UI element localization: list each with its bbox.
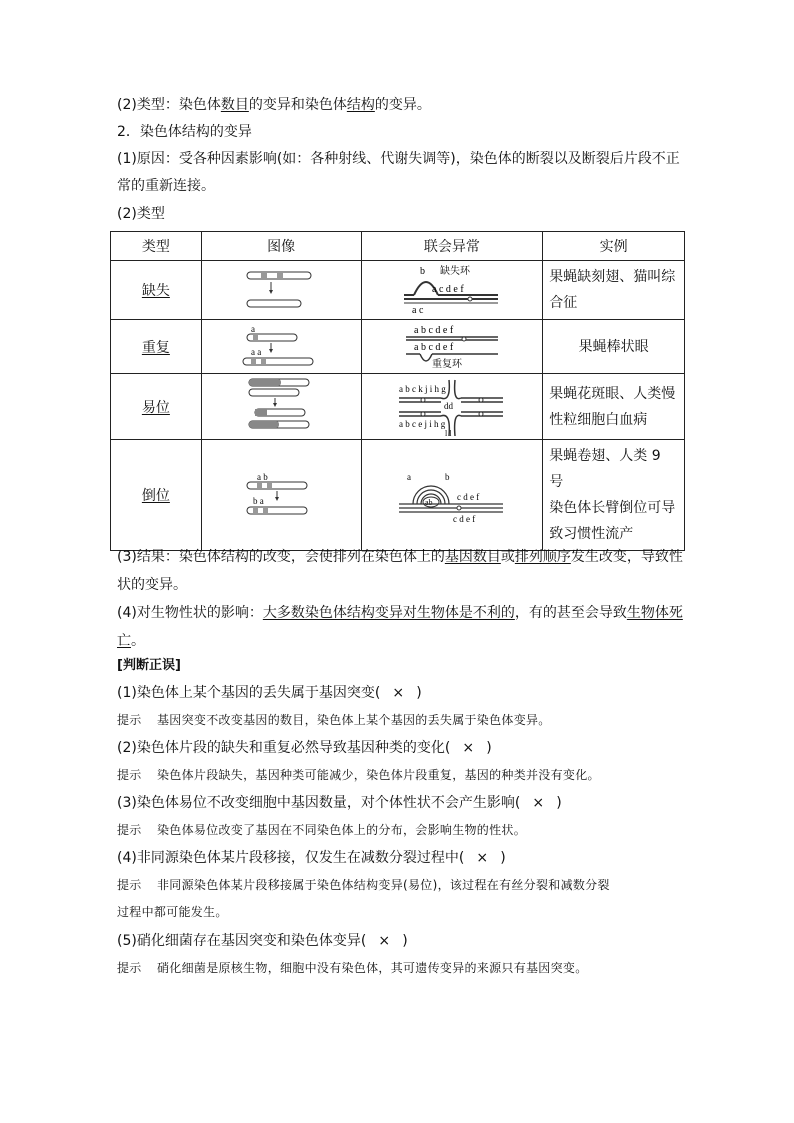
deletion-chromosome-diagram bbox=[241, 268, 321, 312]
cross-mark: × bbox=[378, 933, 391, 949]
type-duplication: 重复 bbox=[141, 339, 170, 356]
example-line: 染色体长臂倒位可导 bbox=[549, 500, 676, 516]
example-line: 致习惯性流产 bbox=[549, 526, 634, 542]
duplication-aa-label: a a bbox=[251, 346, 262, 357]
answer-structure: 结构 bbox=[346, 97, 375, 113]
hint-4 bbox=[117, 877, 610, 893]
header-image: 图像 bbox=[201, 232, 361, 261]
cross-mark: × bbox=[532, 795, 545, 811]
inversion-chromosome-image bbox=[201, 440, 361, 551]
example-line: 果蝇花斑眼、人类慢 bbox=[549, 385, 676, 402]
text: (3)结果：染色体结构的改变，会使排列在染色体上的 bbox=[117, 549, 445, 565]
question-text: (5)硝化细菌存在基因突变和染色体变异( bbox=[117, 933, 367, 949]
translocation-row1-label: a b c k j i h g bbox=[398, 383, 446, 394]
deletion-row1-label: a c d e f bbox=[431, 284, 464, 295]
result-line-1 bbox=[117, 548, 683, 566]
cross-mark: × bbox=[462, 740, 475, 756]
type-inversion: 倒位 bbox=[141, 488, 170, 504]
question-text: (3)染色体易位不改变细胞中基因数量，对个体性状不会产生影响( bbox=[117, 795, 521, 811]
table-header-row bbox=[111, 232, 685, 261]
section-heading: 2．染色体结构的变异 bbox=[117, 124, 252, 140]
example-inversion bbox=[543, 440, 685, 551]
types-line bbox=[117, 96, 431, 114]
text: 发生改变，导致性 bbox=[570, 549, 683, 565]
judge-title: [判断正误] bbox=[117, 658, 181, 673]
text: 的变异和染色体 bbox=[248, 97, 347, 113]
cause-line-2: 常的重新连接。 bbox=[117, 178, 215, 194]
inversion-synapsis-diagram bbox=[397, 466, 507, 524]
inversion-synapsis-image bbox=[361, 440, 543, 551]
question-text: (2)染色体片段的缺失和重复必然导致基因种类的变化( bbox=[117, 740, 451, 756]
translocation-synapsis-diagram bbox=[397, 376, 507, 438]
hint-4-line-2: 过程中都可能发生。 bbox=[117, 905, 228, 919]
hint-label: 提示 bbox=[117, 961, 142, 975]
inversion-ab-label: a b bbox=[257, 472, 268, 482]
deletion-row2-label: a c bbox=[411, 305, 424, 315]
question-1: (1)染色体上某个基因的丢失属于基因突变( × ) bbox=[117, 685, 422, 701]
text: (4)对生物性状的影响： bbox=[117, 605, 263, 621]
inversion-a-label: a bbox=[406, 472, 411, 482]
table-row bbox=[111, 374, 685, 440]
variation-table bbox=[110, 231, 685, 551]
example-deletion bbox=[543, 261, 685, 320]
answer-gene-number: 基因数目 bbox=[444, 549, 501, 565]
cross-mark: × bbox=[392, 685, 405, 701]
hint-text: 基因突变不改变基因的数目，染色体上某个基因的丢失属于染色体变异。 bbox=[157, 713, 551, 727]
answer-death: 生物体死 bbox=[626, 605, 683, 621]
question-text: (4)非同源染色体某片段移接，仅发生在减数分裂过程中( bbox=[117, 850, 465, 866]
hint-text: 染色体片段缺失，基因种类可能减少，染色体片段重复，基因的种类并没有变化。 bbox=[157, 768, 600, 782]
translocation-synapsis-image bbox=[361, 374, 543, 440]
header-type: 类型 bbox=[111, 232, 202, 261]
answer-death-end: 亡 bbox=[117, 633, 131, 649]
question-5: (5)硝化细菌存在基因突变和染色体变异( × ) bbox=[117, 933, 408, 949]
example-translocation bbox=[543, 374, 685, 440]
translocation-chromosome-diagram bbox=[241, 377, 321, 437]
duplication-synapsis-diagram bbox=[402, 324, 502, 370]
type-translocation: 易位 bbox=[141, 399, 170, 416]
duplication-loop-label: 重复环 bbox=[431, 358, 462, 370]
duplication-row1-label: a b c d e f bbox=[413, 324, 454, 336]
translocation-chromosome-image bbox=[201, 374, 361, 440]
example-duplication bbox=[543, 320, 685, 374]
hint-1 bbox=[117, 712, 551, 728]
duplication-a-label: a bbox=[251, 323, 256, 334]
hint-3 bbox=[117, 822, 526, 838]
types-label: (2)类型 bbox=[117, 206, 165, 222]
answer-number: 数目 bbox=[220, 97, 249, 113]
duplication-synapsis-image bbox=[361, 320, 543, 374]
text: 的变异。 bbox=[374, 97, 431, 113]
deletion-b-label: b bbox=[419, 266, 425, 277]
deletion-synapsis-image bbox=[361, 261, 543, 320]
hint-text: 硝化细菌是原核生物，细胞中没有染色体，其可遗传变异的来源只有基因突变。 bbox=[157, 961, 588, 975]
question-3: (3)染色体易位不改变细胞中基因数量，对个体性状不会产生影响( × ) bbox=[117, 795, 562, 811]
hint-label: 提示 bbox=[117, 823, 142, 837]
example-line: 合征 bbox=[549, 295, 578, 311]
deletion-chromosome-image bbox=[201, 261, 361, 320]
inversion-b-label: b bbox=[444, 472, 450, 482]
text: (2)类型：染色体 bbox=[117, 97, 221, 113]
text: 或 bbox=[500, 549, 515, 565]
effect-line-2 bbox=[117, 632, 145, 650]
inversion-row2-label: c d e f bbox=[452, 514, 476, 524]
example-line: 果蝇缺刻翅、猫叫综 bbox=[549, 269, 676, 285]
example-line: 果蝇棒状眼 bbox=[578, 338, 649, 355]
hint-label: 提示 bbox=[117, 713, 142, 727]
translocation-row2-label: a b c e j i h g bbox=[398, 418, 446, 429]
question-2: (2)染色体片段的缺失和重复必然导致基因种类的变化( × ) bbox=[117, 740, 492, 756]
inversion-ring-label: ab bbox=[424, 498, 433, 507]
duplication-chromosome-diagram bbox=[241, 324, 321, 370]
text: 。 bbox=[131, 633, 145, 649]
deletion-loop-label: 缺失环 bbox=[439, 266, 470, 277]
deletion-synapsis-diagram bbox=[402, 265, 502, 315]
inversion-ba-label: b a bbox=[253, 496, 264, 506]
cause-line-1: (1)原因：受各种因素影响(如：各种射线、代谢失调等)，染色体的断裂以及断裂后片段不正 bbox=[117, 151, 680, 167]
result-line-2: 状的变异。 bbox=[117, 577, 187, 593]
hint-label: 提示 bbox=[117, 878, 142, 892]
question-text: (1)染色体上某个基因的丢失属于基因突变( bbox=[117, 685, 381, 701]
translocation-mid-label: dd bbox=[443, 400, 453, 411]
header-synapsis: 联会异常 bbox=[361, 232, 543, 261]
table-row bbox=[111, 320, 685, 374]
duplication-chromosome-image bbox=[201, 320, 361, 374]
inversion-chromosome-diagram bbox=[241, 470, 321, 520]
cross-mark: × bbox=[476, 850, 489, 866]
hint-text: 非同源染色体某片段移接属于染色体结构变异(易位)，该过程在有丝分裂和减数分裂 bbox=[157, 878, 610, 892]
duplication-row2-label: a b c d e f bbox=[413, 341, 454, 353]
hint-text: 染色体易位改变了基因在不同染色体上的分布，会影响生物的性状。 bbox=[157, 823, 527, 837]
answer-harmful: 大多数染色体结构变异对生物体是不利的 bbox=[262, 605, 515, 621]
inversion-row1-label: c d e f bbox=[456, 492, 480, 502]
effect-line-1 bbox=[117, 604, 683, 622]
hint-label: 提示 bbox=[117, 768, 142, 782]
answer-order: 排列顺序 bbox=[514, 549, 571, 565]
hint-5 bbox=[117, 960, 588, 976]
example-line: 性粒细胞白血病 bbox=[549, 411, 648, 428]
header-example: 实例 bbox=[543, 232, 685, 261]
text: ，有的甚至会导致 bbox=[514, 605, 627, 621]
translocation-bottom-label: l l bbox=[444, 428, 452, 438]
question-4: (4)非同源染色体某片段移接，仅发生在减数分裂过程中( × ) bbox=[117, 850, 506, 866]
example-line: 果蝇卷翅、人类 9 号 bbox=[549, 448, 661, 490]
table-row bbox=[111, 440, 685, 551]
hint-2 bbox=[117, 767, 600, 783]
type-deletion: 缺失 bbox=[141, 283, 170, 299]
table-row bbox=[111, 261, 685, 320]
